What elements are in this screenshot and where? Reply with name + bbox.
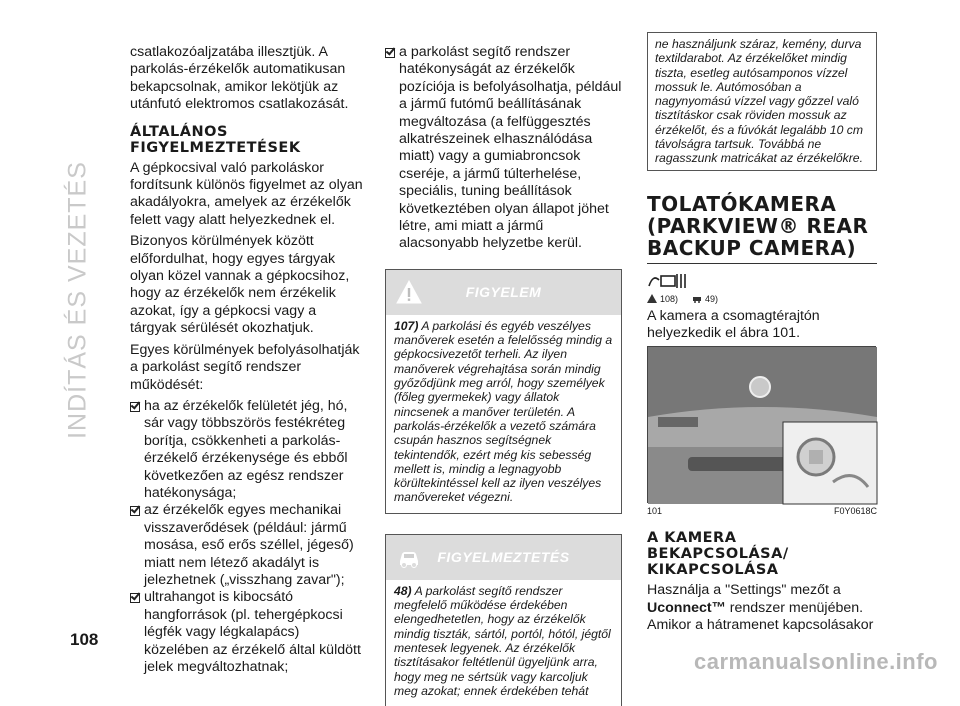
reference-marks xyxy=(647,294,877,304)
car-caution-icon xyxy=(396,545,422,569)
reference-caution: 49) xyxy=(692,294,718,304)
checkbox-bullet-icon xyxy=(130,593,140,603)
page-number: 108 xyxy=(70,630,99,649)
paragraph-intro: csatlakozóaljzatába illesztjük. A parkolás-érzékelők automatikusan bekapcsolnak, amikor lekötjük az utánfutó elektromos csatlakozását. xyxy=(130,44,349,113)
caution-continued-box: ne használjunk száraz, kemény, durva textildarabot. Az érzékelőket mindig tiszta, esetleg autósamponos vízzel mossuk le. Autómosóban a nagynyomású vízzel vagy gőzzel való tisztításkor csak röviden mossuk az érzékelőt, és a fúvókát legalább 10 cm távolságra tartsuk. Továbbá ne ragasszunk matricákat az érzékelőkre. xyxy=(647,32,877,171)
caution-title: FIGYELMEZTETÉS xyxy=(437,549,570,566)
checkbox-bullet-icon xyxy=(130,402,140,412)
bullet-item: a parkolást segítő rendszer hatékonyságát az érzékelők pozíciója is befolyásolhatja, például a jármű futómű beállításának megváltozása (a felfüggesztés alkatrészeinek elhasználódása miatt) vagy a gumiabroncsok cseréje, a jármű túlterhelése, speciális, tuning beállítások következtében olyan állapot jöhet létre, ami miatt a jármű alacsonyabb helyzetbe kerül. xyxy=(385,44,622,253)
paragraph-obstacles: A gépkocsival való parkoláskor fordítsunk különös figyelmet az olyan akadályokra, amelyek az érzékelők felett vagy alatt helyezkednek el. xyxy=(130,159,363,228)
checkbox-bullet-icon xyxy=(130,506,140,516)
bullet-item: az érzékelők egyes mechanikai visszaverődések (például: jármű mosása, eső erős széllel, jégeső) miatt nem létező akadályt is jelezhetnek („visszhang zavar"); xyxy=(130,502,365,589)
car-small-icon xyxy=(692,294,702,303)
figure-caption xyxy=(647,506,877,516)
camera-sensor-icon xyxy=(647,270,689,292)
figure-code: F0Y0618C xyxy=(833,506,877,517)
watermark-logo: carmanualsonline.info xyxy=(694,649,938,674)
caution-box xyxy=(385,534,622,706)
warning-small-icon xyxy=(647,294,657,303)
paragraph-camera-settings: Használja a "Settings" mezőt a Uconnect™ rendszer menüjében. Amikor a hátramenet kapcsolásakor xyxy=(647,582,874,634)
reference-warning: 108) xyxy=(647,294,678,304)
warning-text: 107) A parkolási és egyéb veszélyes manőverek esetén a felelősség mindig a gépkocsivezetőt terheli. Az ilyen manőverek végrehajtása során mindig győződjünk meg arról, hogy személyek (főleg gyermekek) vagy állatok nincsenek a manőver területén. A parkolás-érzékelők a vezető számára csupán hasznos segítségnek tekintendők, ezért még kis sebesség mellett is, mindig a legnagyobb körültekintéssel kell az ilyen veszélyes manővereket végezni. xyxy=(394,318,613,505)
warning-title: FIGYELEM xyxy=(465,284,542,301)
checkbox-bullet-icon xyxy=(385,48,395,58)
caution-text: 48) A parkolást segítő rendszer megfelelő működése érdekében elengedhetetlen, hogy az érzékelők mindig tiszták, sártól, portól, hótól, jégtől mentesek legyenek. Az érzékelők tisztításakor feltétlenül ügyeljünk arra, hogy meg ne sértsük vagy karcoljuk meg azokat; ennek érdekében tehát xyxy=(394,583,611,698)
heading-reversing-camera: TOLATÓKAMERA (PARKVIEW® REAR BACKUP CAMERA) xyxy=(647,193,877,264)
paragraph-camera-location: A kamera a csomagtérajtón helyezkedik el ábra 101. xyxy=(647,307,820,342)
paragraph-close-objects: Bizonyos körülmények között előfordulhat, hogy egyes tárgyak olyan közel vannak a gépkocsihoz, hogy az érzékelők nem érzékelik azokat, így a gépkocsi vagy a tárgyak sérülését okozhatjuk. xyxy=(130,233,350,337)
vehicle-rear-image xyxy=(648,347,877,504)
column-1 xyxy=(130,44,365,676)
column-2 xyxy=(385,44,622,706)
caution-header xyxy=(386,535,621,580)
warning-header xyxy=(386,270,621,315)
warning-triangle-icon xyxy=(396,280,422,304)
camera-symbols xyxy=(647,270,877,292)
warning-box xyxy=(385,269,622,514)
paragraph-conditions: Egyes körülmények befolyásolhatják a parkolást segítő rendszer működését: xyxy=(130,341,360,393)
heading-general-warnings: ÁLTALÁNOS FIGYELMEZTETÉSEK xyxy=(130,123,301,156)
bullet-item: ha az érzékelők felületét jég, hó, sár vagy többszörös festékréteg borítja, csökkenheti a parkolás-érzékelő érzékenysége és ebből következően az egész rendszer hatékonysága; xyxy=(130,398,365,502)
column-3 xyxy=(647,37,877,639)
bullet-item: ultrahangot is kibocsátó hangforrások (pl. tehergépkocsi légfék vagy légkalapács) közelében az érzékelő által küldött jelek megváltozhatnak; xyxy=(130,589,365,676)
heading-camera-on-off: A KAMERA BEKAPCSOLÁSA/ KIKAPCSOLÁSA xyxy=(647,530,789,579)
rear-camera-photo xyxy=(647,346,876,503)
figure-number: 101 xyxy=(647,506,663,517)
